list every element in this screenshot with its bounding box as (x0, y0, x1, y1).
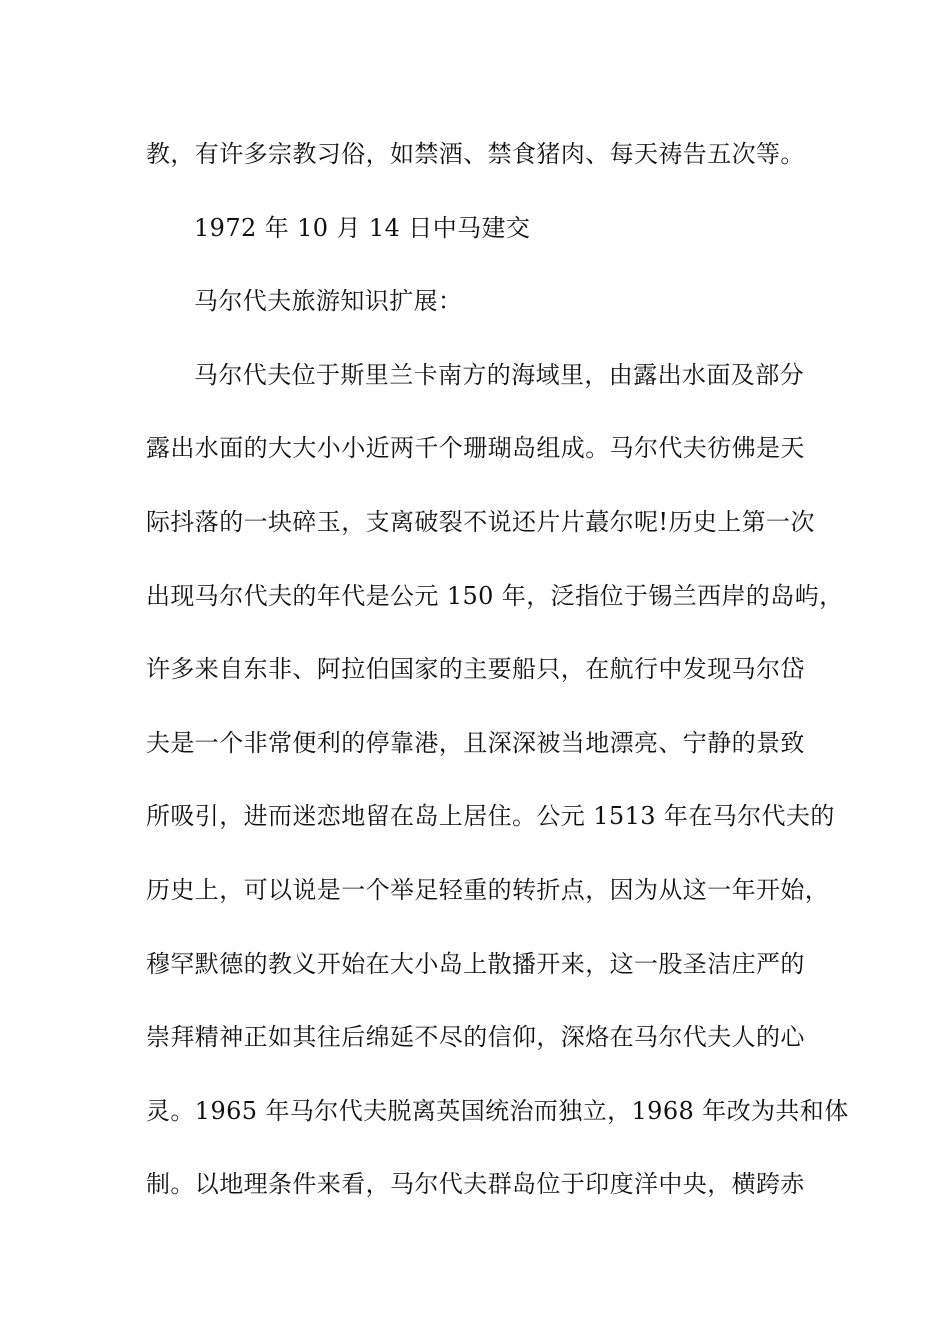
text-line: 制。以地理条件来看，马尔代夫群岛位于印度洋中央，横跨赤 (146, 1170, 805, 1199)
text-line: 所吸引，进而迷恋地留在岛上居住。公元 1513 年在马尔代夫的 (146, 802, 835, 831)
text-line: 灵。1965 年马尔代夫脱离英国统治而独立，1968 年改为共和体 (146, 1096, 849, 1125)
text-line: 穆罕默德的教义开始在大小岛上散播开来，这一股圣洁庄严的 (146, 949, 805, 978)
text-line: 际抖落的一块碎玉，支离破裂不说还片片蕞尔呢!历史上第一次 (146, 507, 815, 536)
text-line: 1972 年 10 月 14 日中马建交 (194, 213, 531, 242)
text-line: 出现马尔代夫的年代是公元 150 年，泛指位于锡兰西岸的岛屿， (146, 581, 844, 610)
text-line: 马尔代夫位于斯里兰卡南方的海域里，由露出水面及部分 (194, 360, 804, 389)
text-line: 夫是一个非常便利的停靠港，且深深被当地漂亮、宁静的景致 (146, 728, 805, 757)
body-text (146, 130, 849, 1234)
section-heading: 马尔代夫旅游知识扩展： (194, 287, 463, 316)
text-line: 许多来自东非、阿拉伯国家的主要船只，在航行中发现马尔岱 (146, 655, 805, 684)
text-line: 露出水面的大大小小近两千个珊瑚岛组成。马尔代夫彷佛是天 (146, 434, 805, 463)
text-line: 崇拜精神正如其往后绵延不尽的信仰，深烙在马尔代夫人的心 (146, 1023, 805, 1052)
text-line: 教，有许多宗教习俗，如禁酒、禁食猪肉、每天祷告五次等。 (146, 140, 805, 168)
text-line: 历史上，可以说是一个举足轻重的转折点，因为从这一年开始， (146, 875, 830, 904)
